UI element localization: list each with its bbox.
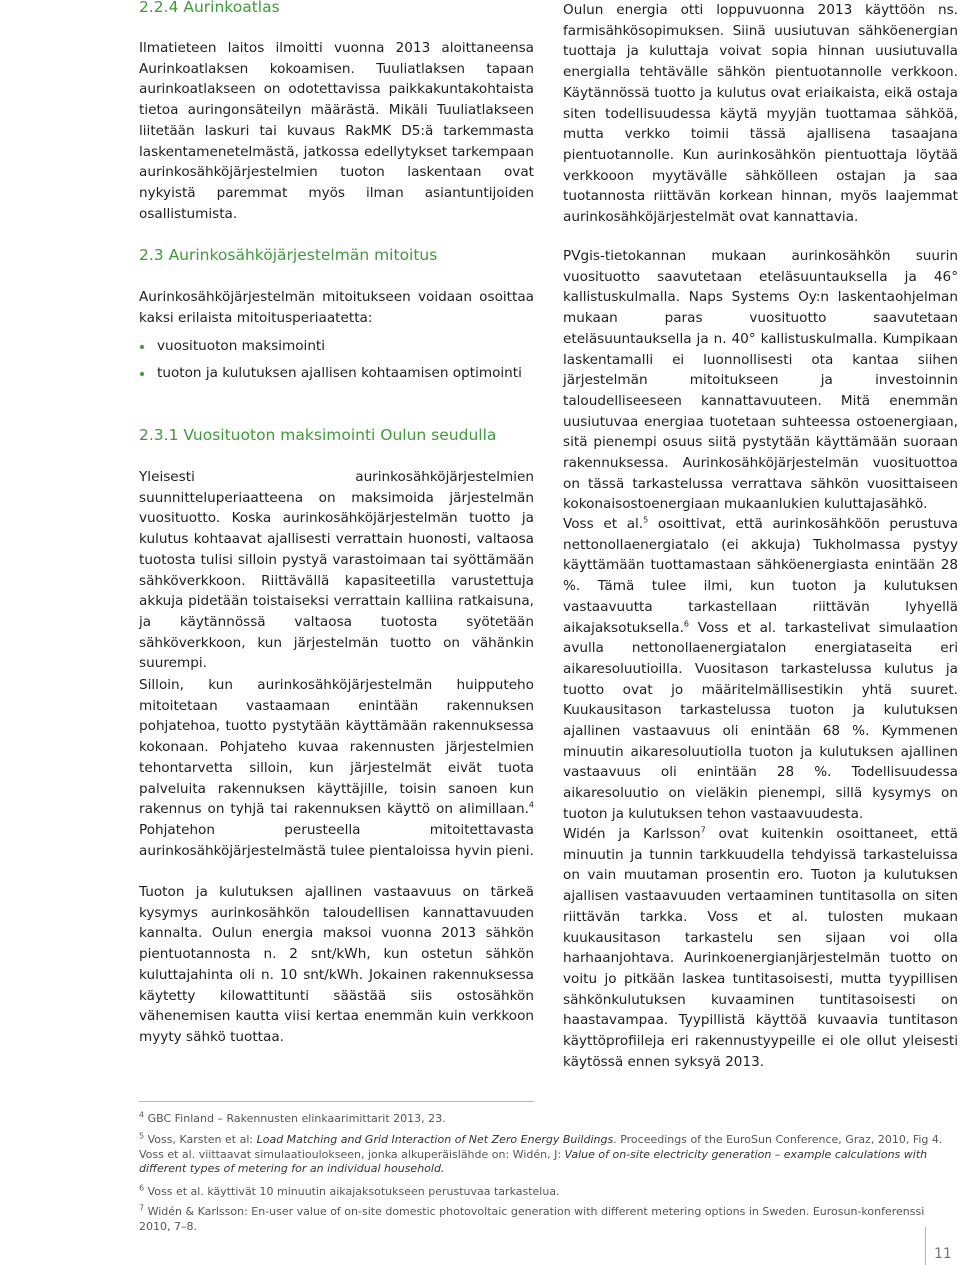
paragraph-yleisesti: Yleisesti aurinkosähköjärjestelmien suunnitteluperiaatteena on maksimoida järjestelmän vuosituotto. Koska aurinkosähköjärjestelmän tuotto ja kulutus kohtaavat ajallisesti verrattain huonosti, valtaosa tuotosta tulisi silloin pystyä varastoimaan tai syöttämään sähköverkkoon. Riittävällä kapasiteetilla varustettuja akkuja pidetään toistaiseksi verrattain kalliina ratkaisuna, ja käytännössä valtaosa tuotosta syötetään sähköverkkoon, kun järjestelmän tuotto on vähänkin suurempi.: [139, 469, 534, 672]
footnote-4: $^4$ GBC Finland – Rakennusten elinkaarimittarit 2013, 23.: [139, 1110, 446, 1125]
page-number: 11: [934, 1246, 952, 1262]
paragraph-tuoton: Tuoton ja kulutuksen ajallinen vastaavuus on tärkeä kysymys aurinkosähkön taloudellisen kannattavuuden kannalta. Oulun energia maksoi vuonna 2013 sähkön pientuotannosta n. 2 snt/kWh, kun ostetun sähkön kuluttajahinta oli n. 10 snt/kWh. Jokainen rakennuksessa käytetty kilowattitunti säästää siis ostosähkön vähenemisen kautta viisi kertaa enemmän kuin verkkoon myyty sähkö tuottaa.: [139, 884, 534, 1045]
footnote-ref-4: 4: [528, 800, 534, 810]
footnote-7: $^7$ Widén & Karlsson: En-user value of on-site domestic photovoltaic generation with different metering options in Sweden. Eurosun-konferenssi 2010, 7–8.: [139, 1203, 925, 1233]
list-item: vuosituoton maksimointi: [139, 336, 534, 357]
footnote-5: $^5$ Voss, Karsten et al: Load Matching and Grid Interaction of Net Zero Energy Buildings. Proceedings of the EuroSun Conference, Graz, 2010, Fig 4. Voss et al. viittaavat simulaatioulokseen, jonka alkuperäislähde on: Widén, J: Value of on-site electricity generation – example calculations with different types of metering for an individual household.: [139, 1131, 943, 1175]
heading-2-3-1: 2.3.1 Vuosituoton maksimointi Oulun seudulla: [139, 426, 497, 444]
paragraph-aurinkoatlas: Ilmatieteen laitos ilmoitti vuonna 2013 aloittaneensa Aurinkoatlaksen kokoamisen. Tuuliatlaksen tapaan aurinkoatlakseen on odotettavissa paikkakuntakohtaista tietoa auringonsäteilyn määrästä. Mikäli Tuuliatlakseen liitetään laskuri tai kuvaus RakMK D5:ä tarkemmasta laskentamenetelmästä, jatkossa edellytykset tarkempaan aurinkosähköjärjestelmien tuoton laskentaan ovat nykyistä paremmat myös ilman asiantuntijoiden osallistumista.: [139, 40, 534, 222]
bullet-icon: [140, 345, 144, 349]
footnote-6: $^6$ Voss et al. käyttivät 10 minuutin aikajaksotukseen perustuvaa tarkastelua.: [139, 1183, 560, 1198]
right-column: [563, 0, 958, 1070]
list-item: tuoton ja kulutuksen ajallisen kohtaamisen optimointi: [139, 363, 534, 384]
heading-2-3: 2.3 Aurinkosähköjärjestelmän mitoitus: [139, 246, 438, 264]
footnote-ref-7: 7: [700, 825, 706, 835]
footnote-ref-5: 5: [643, 515, 649, 525]
paragraph-widen: Widén ja Karlsson$^7$ ovat kuitenkin osoittaneet, että minuutin ja tunnin tarkkuudella tehdyissä tarkasteluissa on vain muutaman prosentin ero. Tuoton ja kulutuksen ajallisen vastaavuuden vertaaminen tuntitasolla on siten riittävän tarkka. Voss et al. tulosten mukaan kuukausitason tarkastelu sen sijaan voi olla harhaanjohtava. Aurinkoenergianjärjestelmän tuotto on voitu jo pitkään laskea tuntitasoisesti, mutta tyypillisen sähkönkulutuksen kuvaaminen tuntitasoisesti on haastavampaa. Tyypillistä käyttöä kuvaavia tuntitason käyttöprofiileja eri rakennustyypeille ei ole ollut yleisesti käytössä ennen syksyä 2013.: [563, 825, 958, 1070]
bullet-list: [139, 336, 534, 383]
paragraph-mitoitus: Aurinkosähköjärjestelmän mitoitukseen voidaan osoittaa kaksi erilaista mitoitusperiaatetta:: [139, 289, 534, 326]
paragraph-oulun-energia: Oulun energia otti loppuvuonna 2013 käyttöön ns. farmisähkösopimuksen. Siinä uusiutuvan sähköenergian tuottaja ja kuluttaja voivat sopia hinnan uusiutuvalla energialla tehtävälle sähkön pientuotannolle verkkoon. Käytännössä tuotto ja kulutus ovat eriaikaista, eikä ostaja siten todellisuudessa käytä myyjän tuottamaa sähköä, mutta verkko toimii tässä ajallisena tasaajana pientuotannolle. Kun aurinkosähkön pientuottaja löytää verkkooon myytävälle sähkölleen ostajan ja saa tuotannosta riittävän korkean hinnan, myös laajemmat aurinkosähköjärjestelmät ovat kannattavia.: [563, 2, 958, 226]
paragraph-pvgis: PVgis-tietokannan mukaan aurinkosähkön suurin vuosituotto saavutetaan eteläsuuntauksella ja 46° kallistuskulmalla. Naps Systems Oy:n laskentaohjelman mukaan paras vuosituotto saavutetaan eteläsuuntauksella ja n. 40° kallistuskulmalla. Kumpikaan laskentamalli ei luonnollisesti ota kantaa siihen järjestelmän mitoitukseen ja investoinnin taloudelliseeseen kannattavuuteen. Mitä enemmän uusiutuvaa energiaa tuotetaan suhteessa ostoenergiaan, sitä pienempi osuus siitä pystytään käyttämään suoraan rakennuksessa. Aurinkosähköjärjestelmän vuosituottoa on tässä tarkastelussa verrattava sähkön vuosittaiseen kokonaisostoenergiaan mukaanlukien kuluttajasähkö.: [563, 248, 958, 513]
paragraph-voss: Voss et al.$^5$ osoittivat, että aurinkosähköön perustuva nettonollaenergiatalo (ei akkuja) Tukholmassa pystyy käyttämään tuottamastaan sähköenergiasta enintään 28 %. Tämä tulee ilmi, kun tuoton ja kulutuksen vastaavuutta tarkastellaan riittävän lyhyellä aikajaksotuksella.$^6$ Voss et al. tarkastelivat simulaation avulla nettonollaenergiatalon energiataseita eri aikaresoluutioilla. Vuositason tarkastelussa kulutus ja tuotto ovat jo määritelmällisestikin yhtä suuret. Kuukausitason tarkastelussa tuoton ja kulutuksen ajallinen vastaavuus oli enintään 68 %. Kymmenen minuutin aikaresoluutiolla tuoton ja kulutuksen ajallinen vastaavuus oli enintään 28 %. Todellisuudessa aikaresoluutio on vieläkin pienempi, sillä kysymys on tuoton ja kulutuksen tehon vastaavuudesta.: [563, 515, 958, 822]
bullet-icon: [140, 372, 144, 376]
page-number-rule: [925, 1227, 926, 1265]
paragraph-silloin: Silloin, kun aurinkosähköjärjestelmän huipputeho mitoitetaan vastaamaan enintään rakennuksen pohjatehoa, tuotto pystytään käyttämään rakennuksessa kokonaan. Pohjateho kuvaa rakennusten järjestelmien tehontarvetta silloin, kun järjestelmät eivät tuota palveluita rakennuksen käyttäjille, toisin sanoen kun rakennus on tyhjä tai rakennuksen käyttö on alimillaan.$^4$ Pohjatehon perusteella mitoitettavasta aurinkosähköjärjestelmästä tulee pientaloissa hyvin pieni.: [139, 677, 534, 859]
footnote-ref-6: 6: [683, 618, 690, 628]
footnote-divider: [139, 1101, 534, 1102]
left-column: [139, 0, 534, 1060]
heading-2-2-4: 2.2.4 Aurinkoatlas: [139, 0, 280, 16]
